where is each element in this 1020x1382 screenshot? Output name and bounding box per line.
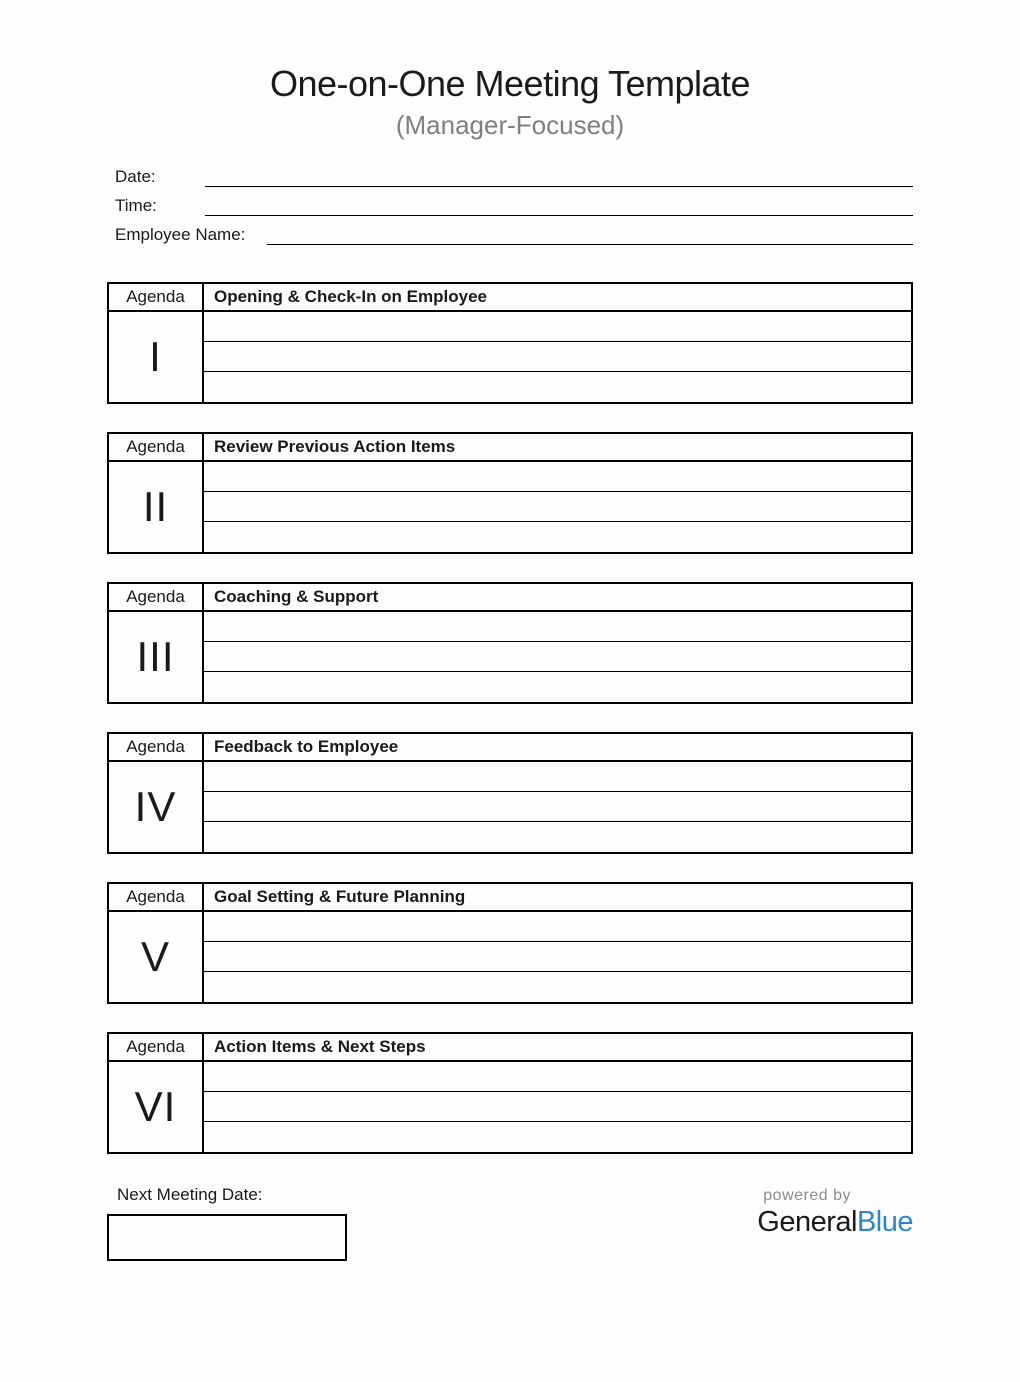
note-line [204,912,911,942]
next-meeting-date-label: Next Meeting Date: [117,1185,263,1205]
section-title: Opening & Check-In on Employee [204,284,911,312]
section-title: Feedback to Employee [204,734,911,762]
general-blue-logo [757,1184,913,1239]
note-line [204,642,911,672]
agenda-section-1 [107,282,913,404]
agenda-column-header: Agenda [109,434,204,462]
note-line [204,792,911,822]
note-line [204,1062,911,1092]
time-blank-line [205,215,913,216]
section-numeral: V [109,912,204,1002]
section-numeral: II [109,462,204,552]
agenda-sections [107,282,913,1154]
date-label: Date: [115,167,156,187]
employee-name-blank-line [267,244,913,245]
page-subtitle: (Manager-Focused) [395,110,625,141]
brand-blue-text: Blue [856,1206,913,1239]
agenda-section-3 [107,582,913,704]
brand-general-text: General [757,1206,857,1239]
note-line [204,1122,911,1152]
note-line [204,672,911,702]
section-title: Goal Setting & Future Planning [204,884,911,912]
section-numeral: VI [109,1062,204,1152]
section-numeral: I [109,312,204,402]
next-meeting-date-box [107,1214,347,1261]
note-line [204,972,911,1002]
time-field-row [115,196,913,225]
note-line [204,372,911,402]
date-blank-line [205,186,913,187]
agenda-section-5 [107,882,913,1004]
brand-wordmark [757,1206,913,1239]
agenda-section-4 [107,732,913,854]
date-field-row [115,167,913,196]
agenda-column-header: Agenda [109,884,204,912]
note-line [204,612,911,642]
agenda-column-header: Agenda [109,734,204,762]
section-title: Action Items & Next Steps [204,1034,911,1062]
employee-name-field-row [115,225,913,254]
section-numeral: III [109,612,204,702]
note-line [204,342,911,372]
agenda-column-header: Agenda [109,1034,204,1062]
section-numeral: IV [109,762,204,852]
note-line [204,822,911,852]
time-label: Time: [115,196,157,216]
footer [107,1184,913,1261]
agenda-column-header: Agenda [109,584,204,612]
page-title: One-on-One Meeting Template [269,63,751,104]
note-line [204,522,911,552]
note-line [204,492,911,522]
agenda-section-2 [107,432,913,554]
note-line [204,762,911,792]
note-line [204,462,911,492]
info-fields [115,167,913,254]
document-page [0,62,1020,1261]
note-line [204,942,911,972]
agenda-section-6 [107,1032,913,1154]
agenda-column-header: Agenda [109,284,204,312]
next-meeting-block [107,1184,347,1261]
section-title: Coaching & Support [204,584,911,612]
note-line [204,1092,911,1122]
employee-name-label: Employee Name: [115,225,246,245]
section-title: Review Previous Action Items [204,434,911,462]
powered-by-text: powered by [763,1187,851,1205]
note-line [204,312,911,342]
